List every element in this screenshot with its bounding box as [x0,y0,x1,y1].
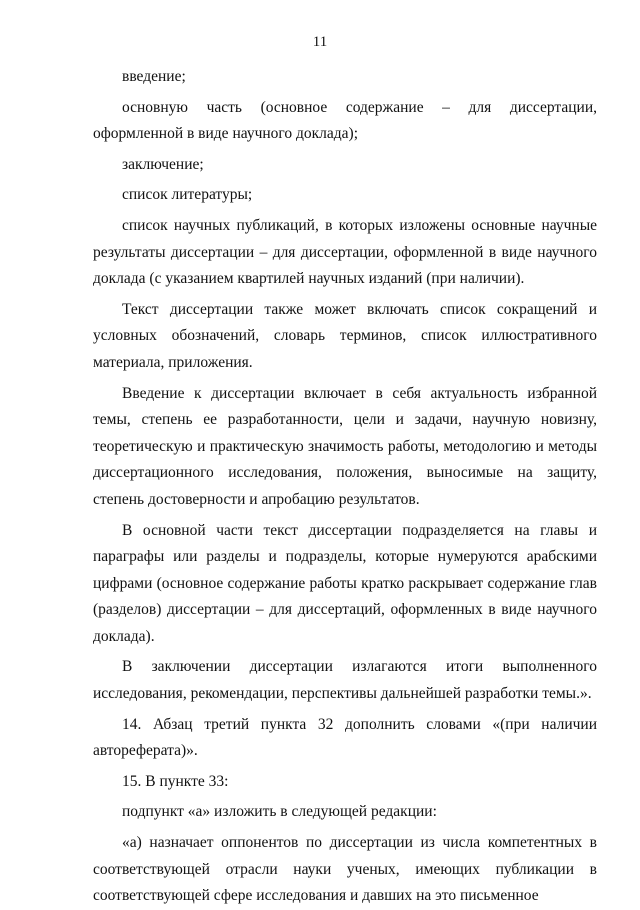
document-body [93,64,597,910]
paragraph-conclusion-item: заключение; [122,155,204,173]
page-number: 11 [312,34,328,50]
paragraph-subitem-a-intro: подпункт «а» изложить в следующей редакции: [122,803,437,821]
paragraph-publications-item: список научных публикаций, в которых изложены основные научные результаты диссертации – для диссертации, оформленной в виде научного доклада (с указанием квартилей научных изданий (при наличии). [93,216,597,288]
paragraph-item-15: 15. В пункте 33: [122,772,229,790]
paragraph-main-part-item: основную часть (основное содержание – для диссертации, оформленной в виде научного доклада); [93,98,597,143]
paragraph-subitem-a-text: «а) назначает оппонентов по диссертации из числа компетентных в соответствующей отрасли науки ученых, имеющих публикации в соответствующей сфере исследования и давших на это письменное [93,834,597,905]
paragraph-item-14: 14. Абзац третий пункта 32 дополнить словами «(при наличии автореферата)». [93,715,597,760]
paragraph-dissertation-text: Текст диссертации также может включать список сокращений и условных обозначений, словарь терминов, список иллюстративного материала, приложения. [93,300,597,371]
paragraph-main-part-content: В основной части текст диссертации подразделяется на главы и параграфы или разделы и подразделы, которые нумеруются арабскими цифрами (основное содержание работы кратко раскрывает содержание глав (разделов) диссертации – для диссертаций, оформленных в виде научного доклада). [93,521,597,645]
paragraph-bibliography-item: список литературы; [122,186,253,204]
paragraph-introduction-item: введение; [122,68,186,85]
paragraph-conclusion-content: В заключении диссертации излагаются итоги выполненного исследования, рекомендации, перспективы дальнейшей разработки темы.». [93,658,597,703]
paragraph-introduction-content: Введение к диссертации включает в себя актуальность избранной темы, степень ее разработанности, цели и задачи, научную новизну, теоретическую и практическую значимость работы, методологию и методы диссертационного исследования, положения, выносимые на защиту, степень достоверности и апробацию результатов. [93,384,597,508]
